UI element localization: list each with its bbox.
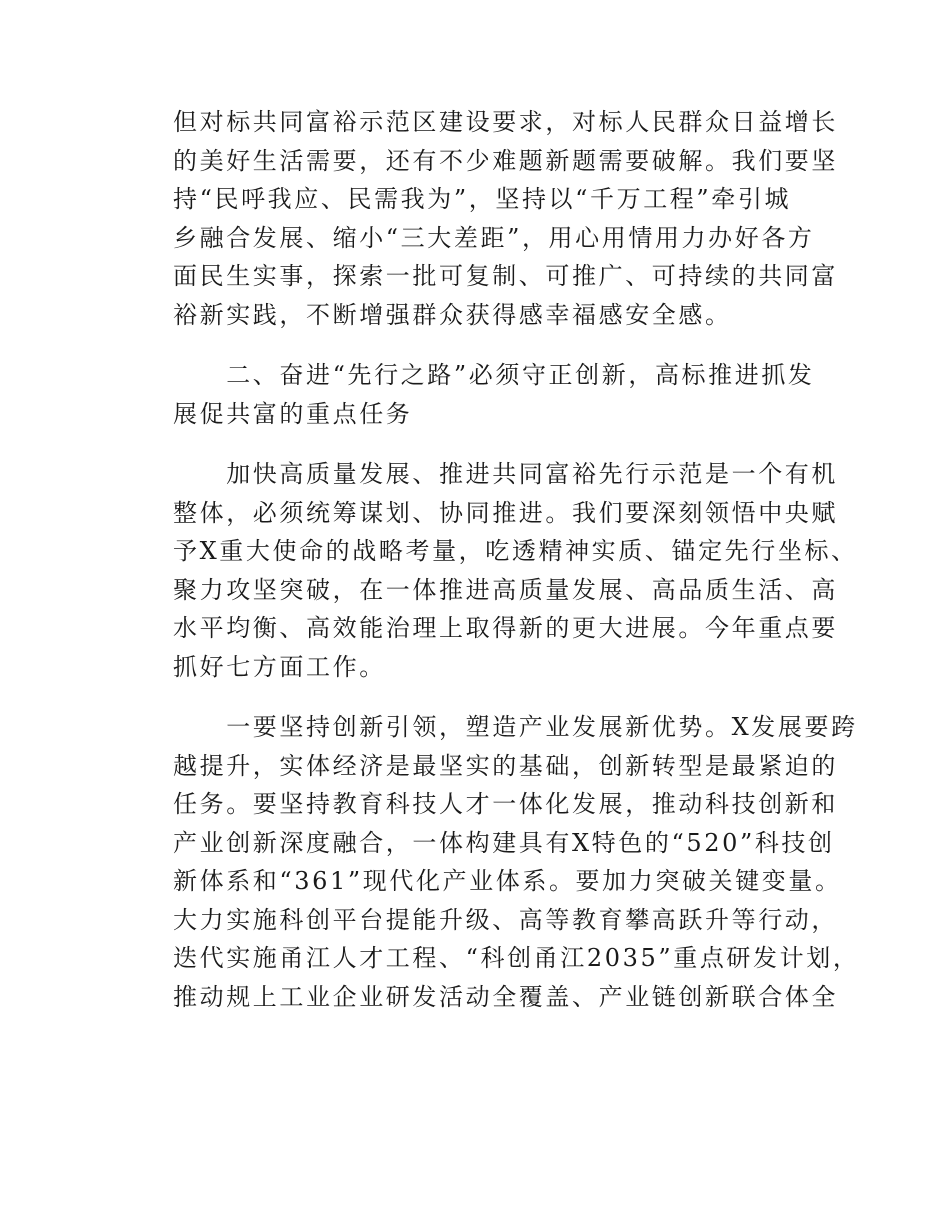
paragraph-1 bbox=[173, 103, 838, 334]
section-heading bbox=[173, 356, 815, 433]
text-line: 大力实施科创平台提能升级、高等教育攀高跃升等行动， bbox=[173, 905, 838, 934]
text-line: 展促共富的重点任务 bbox=[173, 399, 413, 428]
text-line: 聚力攻坚突破，在一体推进高质量发展、高品质生活、高 bbox=[173, 575, 838, 604]
text-line: 任务。要坚持教育科技人才一体化发展，推动科技创新和 bbox=[173, 790, 838, 818]
text-line: 持“民呼我应、民需我为”，坚持以“千万工程”牵引城 bbox=[173, 185, 792, 213]
text-line: 二、奋进“先行之路”必须守正创新，高标推进抓发 bbox=[173, 361, 815, 389]
paragraph-3 bbox=[173, 455, 858, 686]
text-line: 推动规上工业企业研发活动全覆盖、产业链创新联合体全 bbox=[173, 982, 838, 1011]
text-line: 面民生实事，探索一批可复制、可推广、可持续的共同富 bbox=[173, 262, 838, 290]
text-line: 乡融合发展、缩小“三大差距”，用心用情用力办好各方 bbox=[173, 223, 815, 252]
text-line: 裕新实践，不断增强群众获得感幸福感安全感。 bbox=[173, 300, 732, 329]
text-line: 迭代实施甬江人才工程、“科创甬江2035”重点研发计划， bbox=[173, 944, 860, 972]
text-line: 抓好七方面工作。 bbox=[173, 652, 386, 681]
text-line: 加快高质量发展、推进共同富裕先行示范是一个有机 bbox=[173, 460, 838, 488]
text-line: 水平均衡、高效能治理上取得新的更大进展。今年重点要 bbox=[173, 614, 838, 642]
text-line: 越提升，实体经济是最坚实的基础，创新转型是最紧迫的 bbox=[173, 751, 838, 780]
document-body bbox=[173, 103, 860, 1016]
text-line: 整体，必须统筹谋划、协同推进。我们要深刻领悟中央赋 bbox=[173, 498, 838, 527]
text-line: 予X重大使命的战略考量，吃透精神实质、锚定先行坐标、 bbox=[173, 537, 858, 565]
text-line: 一要坚持创新引领，塑造产业发展新优势。X发展要跨 bbox=[173, 713, 858, 741]
text-line: 产业创新深度融合，一体构建具有X特色的“520”科技创 bbox=[173, 828, 835, 857]
text-line: 的美好生活需要，还有不少难题新题需要破解。我们要坚 bbox=[173, 146, 838, 175]
text-line: 但对标共同富裕示范区建设要求，对标人民群众日益增长 bbox=[173, 108, 838, 136]
text-line: 新体系和“361”现代化产业体系。要加力突破关键变量。 bbox=[173, 867, 842, 895]
paragraph-4 bbox=[173, 708, 860, 1016]
